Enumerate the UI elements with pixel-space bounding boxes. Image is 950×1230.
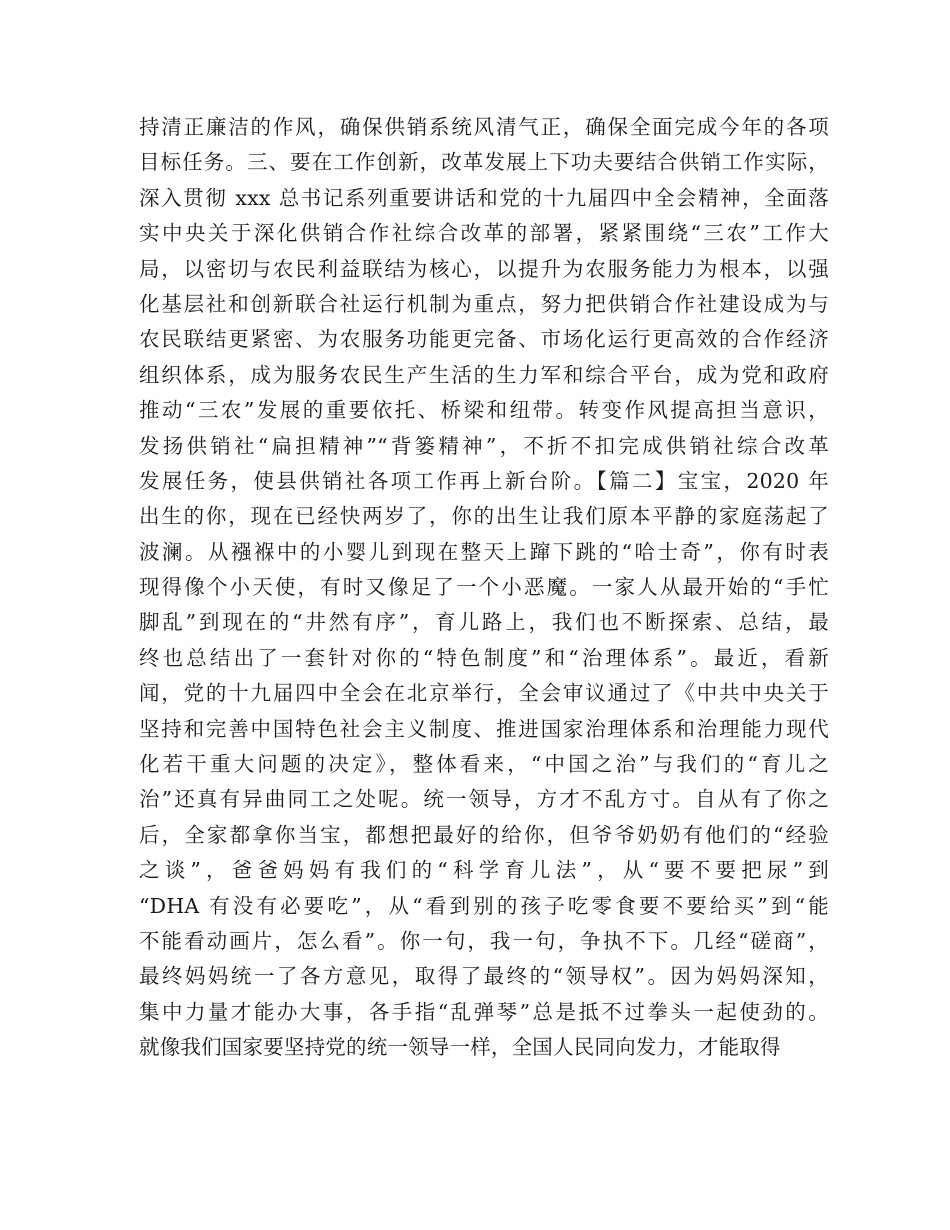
text-line: 后，全家都拿你当宝，都想把最好的给你，但爷爷奶奶有他们的“经验 xyxy=(139,822,829,847)
text-line: 治”还真有异曲同工之处呢。统一领导，方才不乱方寸。自从有了你之 xyxy=(139,787,829,812)
text-line: 不能看动画片，怎么看”。你一句，我一句，争执不下。几经“磋商”， xyxy=(139,928,829,953)
text-line: 脚乱”到现在的“井然有序”，育儿路上，我们也不断探索、总结，最 xyxy=(139,610,829,635)
text-line: 持清正廉洁的作风，确保供销系统风清气正，确保全面完成今年的各项 xyxy=(139,115,829,139)
text-line: 局，以密切与农民利益联结为核心，以提升为农服务能力为根本，以强 xyxy=(139,256,829,281)
text-line: 坚持和完善中国特色社会主义制度、推进国家治理体系和治理能力现代 xyxy=(139,716,829,741)
text-line: 农民联结更紧密、为农服务功能更完备、市场化运行更高效的合作经济 xyxy=(139,327,829,352)
text-line: 最终妈妈统一了各方意见，取得了最终的“领导权”。因为妈妈深知， xyxy=(139,964,829,989)
text-line: “DHA 有没有必要吃”，从“看到别的孩子吃零食要不要给买”到“能 xyxy=(139,893,829,918)
text-line: 发展任务，使县供销社各项工作再上新台阶。【篇二】宝宝，2020 年 xyxy=(139,468,829,493)
text-line: 终也总结出了一套针对你的“特色制度”和“治理体系”。最近，看新 xyxy=(139,645,829,670)
text-line: 发扬供销社“扁担精神”“背篓精神”，不折不扣完成供销社综合改革 xyxy=(139,433,829,458)
text-line: 出生的你，现在已经快两岁了，你的出生让我们原本平静的家庭荡起了 xyxy=(139,504,829,529)
text-line: 现得像个小天使，有时又像足了一个小恶魔。一家人从最开始的“手忙 xyxy=(139,575,829,600)
text-line: 化基层社和创新联合社运行机制为重点，努力把供销合作社建设成为与 xyxy=(139,291,829,316)
text-line: 实中央关于深化供销合作社综合改革的部署，紧紧围绕“三农”工作大 xyxy=(139,221,829,246)
text-line: 化若干重大问题的决定》，整体看来，“中国之治”与我们的“育儿之 xyxy=(139,752,829,777)
text-line: 组织体系，成为服务农民生产生活的生力军和综合平台，成为党和政府 xyxy=(139,362,829,387)
text-line: 目标任务。三、要在工作创新，改革发展上下功夫要结合供销工作实际， xyxy=(139,150,829,175)
text-line: 集中力量才能办大事，各手指“乱弹琴”总是抵不过拳头一起使劲的。 xyxy=(139,999,829,1024)
text-line: 深入贯彻 xxx 总书记系列重要讲话和党的十九届四中全会精神，全面落 xyxy=(139,185,829,210)
text-line: 推动“三农”发展的重要依托、桥梁和纽带。转变作风提高担当意识， xyxy=(139,398,829,423)
text-line: 闻，党的十九届四中全会在北京举行，全会审议通过了《中共中央关于 xyxy=(139,681,829,706)
text-line: 就像我们国家要坚持党的统一领导一样，全国人民同向发力，才能取得 xyxy=(139,1035,781,1060)
text-line: 波澜。从襁褓中的小婴儿到现在整天上蹿下跳的“哈士奇”，你有时表 xyxy=(139,539,829,564)
text-line: 之谈”，爸爸妈妈有我们的“科学育儿法”，从“要不要把尿”到 xyxy=(139,858,829,883)
body-text xyxy=(139,110,829,1066)
